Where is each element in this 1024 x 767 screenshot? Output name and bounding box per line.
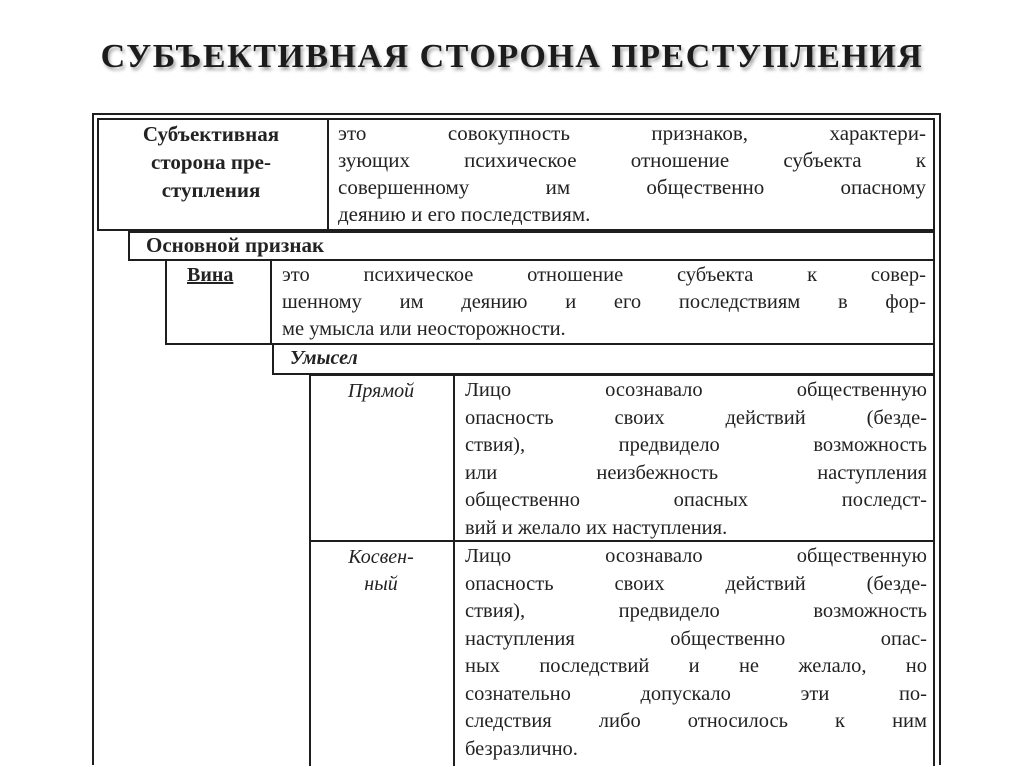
indirect-intent-term: Косвен- ный — [348, 546, 414, 595]
intent-row — [272, 343, 935, 375]
guilt-term: Вина — [187, 264, 234, 286]
slide-title: СУБЪЕКТИВНАЯ СТОРОНА ПРЕСТУПЛЕНИЯ — [100, 38, 924, 75]
direct-intent-term: Прямой — [347, 380, 415, 402]
intent-label: Умысел — [290, 347, 358, 369]
indirect-intent-text: Лицо осознавало общественную опасность своих действий (безде- ствия), предвидело возможность наступления общественно опас- ных последствий и не желало, но сознательно допускало эти по- следствия либо относилось к ним безразлично. — [465, 545, 927, 760]
main-sign-label: Основной признак — [146, 233, 325, 257]
direct-intent-text: Лицо осознавало общественную опасность своих действий (безде- ствия), предвидело возможность или неизбежность наступления общественно опасных последст- вий и желало их наступления. — [465, 379, 927, 539]
definition-term: Субъективная сторона пре- ступления — [142, 122, 280, 202]
guilt-text: это психическое отношение субъекта к совер- шенному им деянию и его последствиям в фор- ме умысла или неосторожности. — [282, 264, 926, 340]
definition-text: это совокупность признаков, характери- зующих психическое отношение субъекта к совершенному им общественно опасному деянию и его последствиям. — [338, 121, 926, 226]
